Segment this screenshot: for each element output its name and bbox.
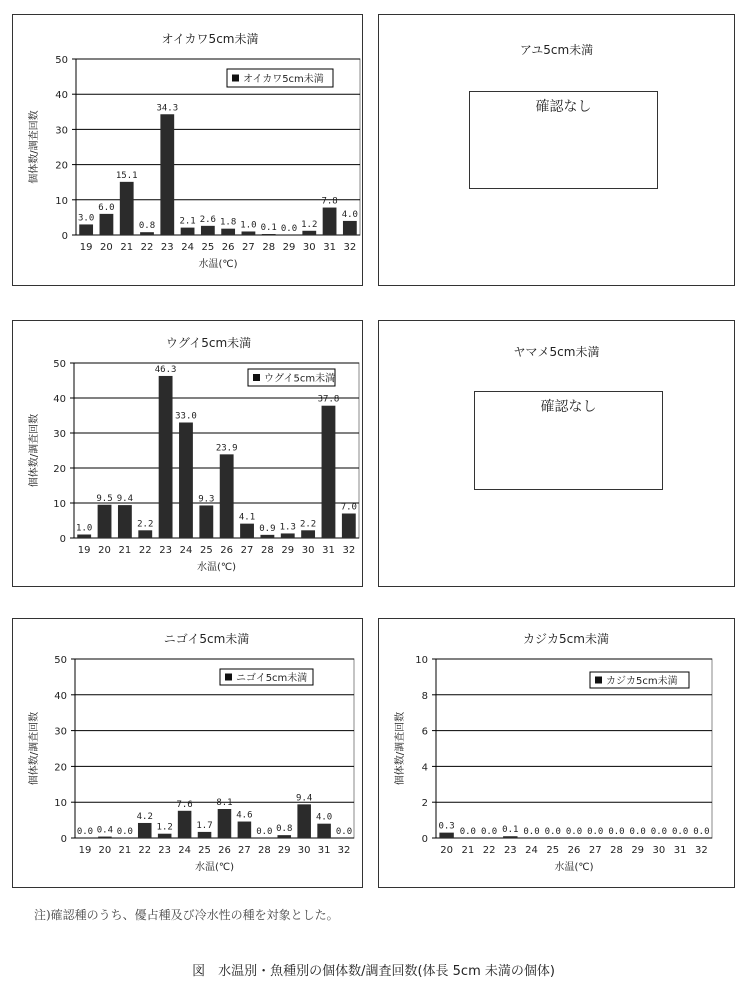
bar	[238, 822, 252, 838]
chart-title: ニゴイ5cm未満	[163, 632, 250, 646]
data-label: 0.0	[459, 827, 476, 837]
data-label: 9.5	[96, 493, 113, 504]
plot-area	[75, 659, 354, 838]
legend-label: オイカワ5cm未満	[243, 74, 324, 85]
data-label: 0.0	[565, 827, 583, 837]
chart-svg-kajika	[379, 619, 736, 889]
x-tick-label: 24	[178, 845, 191, 856]
y-axis-label: 個体数/調査回数	[29, 110, 40, 184]
bar	[322, 406, 336, 538]
x-tick-label: 22	[138, 845, 152, 856]
bar	[242, 231, 256, 235]
data-label: 4.6	[236, 810, 253, 821]
x-tick-label: 20	[98, 845, 112, 856]
chart-panel-kajika	[378, 618, 735, 888]
x-tick-label: 32	[343, 242, 357, 253]
x-tick-label: 26	[567, 845, 581, 856]
y-tick-label: 2	[421, 798, 428, 810]
data-label: 0.0	[672, 827, 689, 837]
data-label: 33.0	[175, 411, 197, 422]
data-label: 34.3	[156, 103, 179, 114]
bar	[159, 376, 173, 538]
data-label: 23.9	[215, 443, 238, 454]
y-tick-label: 4	[421, 762, 428, 774]
bar	[77, 535, 91, 539]
bar	[201, 226, 215, 235]
bar	[79, 224, 93, 235]
x-tick-label: 25	[199, 545, 213, 556]
legend-label: カジカ5cm未満	[606, 676, 678, 687]
y-tick-label: 0	[421, 834, 428, 845]
data-label: 0.9	[259, 523, 276, 534]
no-data-box-ayu	[469, 91, 658, 189]
bar	[343, 221, 357, 235]
data-label: 1.7	[196, 820, 213, 831]
legend-swatch	[595, 677, 602, 684]
x-tick-label: 28	[261, 545, 274, 556]
data-label: 0.0	[116, 827, 133, 837]
bar	[240, 524, 254, 538]
y-tick-label: 8	[421, 690, 428, 702]
y-tick-label: 50	[53, 359, 66, 370]
bar	[138, 823, 152, 838]
legend-swatch	[225, 674, 232, 681]
y-tick-label: 0	[61, 231, 68, 242]
data-label: 0.0	[76, 827, 94, 837]
data-label: 6.0	[98, 202, 115, 213]
figure-caption: 図 水温別・魚種別の個体数/調査回数(体長 5cm 未満の個体)	[192, 964, 555, 979]
x-tick-label: 26	[220, 545, 234, 556]
legend-label: ニゴイ5cm未満	[236, 673, 308, 684]
bar	[181, 228, 195, 235]
x-tick-label: 29	[277, 845, 291, 856]
x-tick-label: 31	[323, 242, 336, 253]
y-tick-label: 30	[53, 429, 66, 440]
y-tick-label: 40	[54, 690, 67, 702]
legend-swatch	[232, 75, 239, 82]
x-tick-label: 29	[631, 845, 645, 856]
figure-note: 注)確認種のうち、優占種及び冷水性の種を対象とした。	[34, 908, 339, 922]
x-tick-label: 26	[221, 242, 235, 253]
x-tick-label: 21	[120, 242, 134, 253]
data-label: 4.2	[136, 811, 153, 822]
data-label: 1.3	[279, 522, 296, 533]
x-axis-label: 水温(℃)	[196, 562, 237, 573]
data-label: 2.2	[137, 519, 154, 530]
x-tick-label: 32	[695, 845, 708, 856]
data-label: 2.6	[199, 214, 216, 225]
data-label: 1.0	[76, 523, 93, 534]
data-label: 0.0	[608, 827, 625, 837]
no-data-panel-yamame	[378, 320, 735, 587]
data-label: 46.3	[154, 364, 177, 375]
no-data-panel-ayu	[378, 14, 735, 286]
x-tick-label: 30	[302, 242, 316, 253]
x-tick-label: 23	[160, 242, 174, 253]
x-tick-label: 19	[78, 845, 92, 856]
data-label: 15.1	[115, 170, 138, 181]
y-axis-label: 個体数/調査回数	[29, 711, 40, 786]
y-tick-label: 30	[54, 726, 67, 738]
bar	[439, 833, 453, 838]
no-data-box-yamame	[474, 391, 663, 490]
chart-svg-ugui	[13, 321, 364, 588]
data-label: 0.0	[256, 827, 273, 837]
chart-title: カジカ5cm未満	[523, 632, 609, 646]
x-tick-label: 20	[440, 845, 453, 856]
x-tick-label: 27	[242, 242, 255, 253]
y-axis-label: 個体数/調査回数	[395, 711, 406, 786]
x-tick-label: 19	[77, 545, 91, 556]
data-label: 9.3	[198, 494, 215, 505]
x-tick-label: 22	[482, 845, 496, 856]
x-tick-label: 26	[218, 845, 231, 856]
bar	[120, 182, 134, 235]
x-tick-label: 21	[118, 545, 132, 556]
x-tick-label: 25	[546, 845, 560, 856]
y-tick-label: 10	[53, 499, 66, 510]
data-label: 4.1	[238, 512, 256, 523]
x-tick-label: 27	[240, 545, 254, 556]
chart-panel-oikawa	[12, 14, 363, 286]
bar	[118, 505, 132, 538]
x-tick-label: 21	[461, 845, 475, 856]
x-tick-label: 24	[179, 545, 193, 556]
panel-title-ayu: アユ5cm未満	[519, 43, 594, 57]
bar	[140, 232, 154, 235]
y-tick-label: 20	[55, 160, 68, 172]
legend-swatch	[253, 374, 260, 381]
x-axis-label: 水温(℃)	[198, 259, 238, 270]
data-label: 9.4	[296, 793, 313, 804]
chart-svg-oikawa	[13, 15, 364, 287]
bar	[160, 114, 174, 235]
x-axis-label: 水温(℃)	[554, 862, 594, 873]
x-tick-label: 28	[610, 845, 623, 856]
data-label: 9.4	[116, 494, 134, 505]
data-label: 0.0	[523, 827, 540, 837]
y-tick-label: 0	[60, 834, 67, 845]
bar	[260, 535, 274, 538]
x-tick-label: 32	[337, 845, 351, 856]
bar	[98, 837, 112, 838]
x-tick-label: 28	[262, 242, 276, 253]
data-label: 0.0	[693, 827, 710, 837]
y-tick-label: 0	[59, 534, 66, 545]
bar	[100, 214, 114, 235]
bar	[179, 423, 193, 539]
x-tick-label: 23	[503, 845, 517, 856]
y-tick-label: 10	[54, 798, 67, 810]
data-label: 0.0	[544, 827, 561, 837]
x-axis-label: 水温(℃)	[194, 862, 235, 873]
data-label: 2.2	[299, 519, 317, 530]
x-tick-label: 25	[198, 845, 211, 856]
x-tick-label: 27	[238, 845, 251, 856]
chart-panel-nigoi	[12, 618, 363, 888]
data-label: 37.8	[317, 394, 340, 405]
bar	[218, 809, 232, 838]
y-tick-label: 40	[55, 90, 68, 102]
data-label: 3.0	[78, 213, 95, 224]
x-tick-label: 24	[181, 242, 194, 253]
data-label: 1.2	[156, 822, 173, 833]
y-axis-label: 個体数/調査回数	[29, 413, 40, 488]
data-label: 2.1	[179, 216, 196, 227]
x-tick-label: 24	[525, 845, 538, 856]
x-tick-label: 30	[297, 845, 311, 856]
data-label: 0.8	[276, 824, 293, 835]
x-tick-label: 21	[118, 845, 132, 856]
x-tick-label: 22	[140, 242, 154, 253]
data-label: 0.1	[502, 825, 519, 836]
x-tick-label: 25	[201, 242, 215, 253]
x-tick-label: 30	[652, 845, 666, 856]
bar	[323, 208, 337, 235]
no-data-message-ayu: 確認なし	[535, 99, 592, 115]
data-label: 0.3	[438, 821, 455, 832]
y-tick-label: 30	[55, 125, 68, 137]
data-label: 4.0	[315, 812, 333, 823]
chart-svg-nigoi	[13, 619, 364, 889]
chart-title: オイカワ5cm未満	[161, 32, 259, 46]
bar	[503, 836, 517, 838]
bar	[98, 505, 112, 538]
bar	[221, 229, 235, 235]
x-tick-label: 31	[317, 845, 331, 856]
bar	[158, 834, 172, 838]
x-tick-label: 20	[98, 545, 111, 556]
bar	[178, 811, 192, 838]
panel-title-yamame: ヤマメ5cm未満	[513, 345, 600, 359]
data-label: 7.8	[321, 196, 338, 207]
bar	[301, 530, 315, 538]
data-label: 0.0	[335, 827, 353, 837]
chart-panel-ugui	[12, 320, 363, 587]
bar	[317, 824, 331, 838]
x-tick-label: 23	[159, 545, 172, 556]
bar	[220, 454, 234, 538]
y-tick-label: 20	[54, 762, 67, 774]
x-tick-label: 27	[588, 845, 602, 856]
x-tick-label: 23	[158, 845, 172, 856]
y-tick-label: 6	[421, 726, 428, 738]
legend-label: ウグイ5cm未満	[264, 373, 336, 385]
bar	[198, 832, 212, 838]
y-tick-label: 20	[53, 464, 66, 475]
data-label: 4.0	[341, 209, 358, 220]
bar	[342, 514, 356, 539]
bar	[297, 804, 311, 838]
x-tick-label: 20	[100, 242, 113, 253]
data-label: 1.8	[220, 217, 237, 228]
data-label: 0.0	[629, 827, 646, 837]
data-label: 1.2	[301, 219, 318, 230]
data-label: 7.0	[340, 502, 357, 513]
data-label: 0.0	[280, 224, 298, 234]
y-tick-label: 40	[53, 394, 66, 405]
data-label: 0.1	[260, 223, 277, 233]
data-label: 1.0	[240, 220, 257, 231]
data-label: 7.6	[176, 799, 193, 810]
no-data-message-yamame: 確認なし	[540, 399, 597, 415]
x-tick-label: 30	[301, 545, 315, 556]
x-tick-label: 22	[138, 545, 152, 556]
bar	[262, 234, 276, 235]
bar	[199, 505, 213, 538]
x-tick-label: 29	[281, 545, 295, 556]
x-tick-label: 29	[282, 242, 296, 253]
x-tick-label: 32	[342, 545, 356, 556]
data-label: 8.1	[216, 798, 233, 809]
data-label: 0.0	[650, 827, 668, 837]
x-tick-label: 31	[673, 845, 687, 856]
data-label: 0.4	[96, 825, 114, 836]
chart-title: ウグイ5cm未満	[165, 336, 252, 350]
x-tick-label: 19	[79, 242, 93, 253]
y-tick-label: 50	[55, 55, 68, 66]
y-tick-label: 50	[54, 655, 67, 666]
data-label: 0.0	[480, 827, 498, 837]
bar	[138, 530, 152, 538]
bar	[281, 533, 295, 538]
y-tick-label: 10	[415, 655, 428, 666]
data-label: 0.0	[587, 827, 604, 837]
bar	[277, 835, 291, 838]
x-tick-label: 31	[322, 545, 335, 556]
data-label: 0.8	[138, 221, 156, 232]
bar	[302, 231, 316, 235]
x-tick-label: 28	[257, 845, 271, 856]
y-tick-label: 10	[55, 195, 68, 207]
